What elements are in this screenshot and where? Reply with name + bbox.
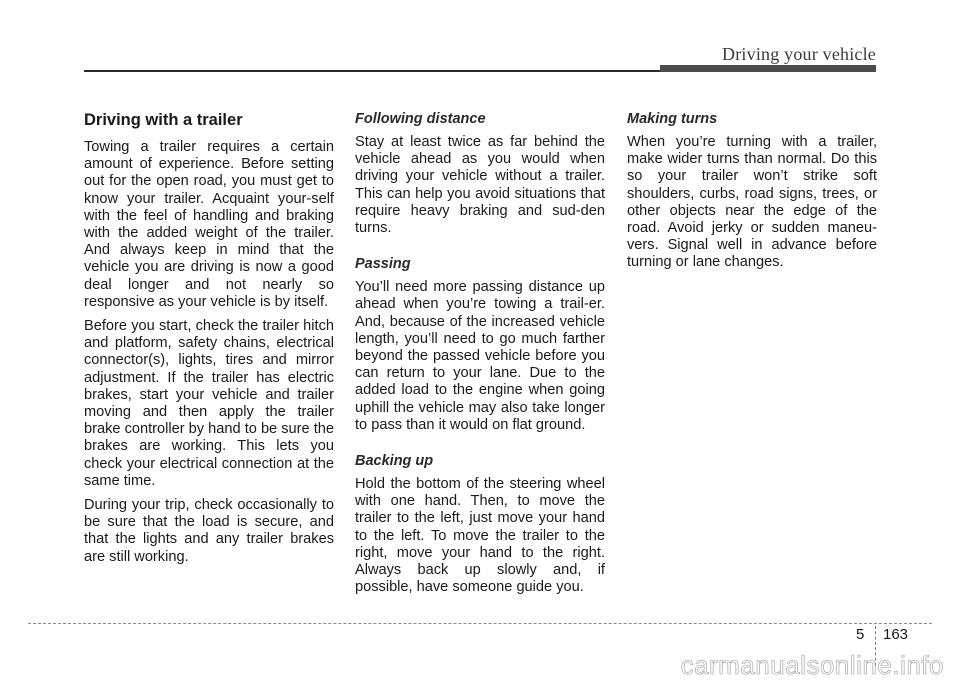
- column-2: [355, 110, 605, 603]
- footer-rule: [28, 623, 932, 624]
- chapter-number: 5: [856, 626, 865, 643]
- watermark: carmanualsonline.info: [680, 650, 944, 680]
- paragraph-during-trip: During your trip, check occasionally to be sure that the load is secure, and that the lights and any trailer brakes are still working.: [84, 497, 334, 565]
- header-accent-bar: [660, 65, 876, 72]
- subheading-following-distance: Following distance: [355, 111, 486, 127]
- subheading-passing: Passing: [355, 256, 411, 273]
- paragraph-passing: You’ll need more passing distance up ahead when you’re towing a trail-er. And, because of the increased vehicle length, you’ll need to go much farther beyond the passed vehicle before you can return to your lane. Due to the added load to the engine when going uphill the vehicle may also take longer to pass than it would on flat ground.: [355, 279, 605, 433]
- column-1: [84, 110, 334, 573]
- paragraph-making-turns: When you’re turning with a trailer, make wider turns than normal. Do this so your trailer won’t strike soft shoulders, curbs, road signs, trees, or other objects near the edge of the road. Avoid jerky or sudden maneu-vers. Signal well in advance before turning or lane changes.: [627, 134, 877, 271]
- paragraph-intro: Towing a trailer requires a certain amount of experience. Before setting out for the open road, you must get to know your trailer. Acquaint your-self with the feel of handling and braking with the added weight of the trailer. And always keep in mind that the vehicle you are driving is now a good deal longer and not nearly so responsive as your vehicle is by itself.: [84, 139, 334, 310]
- subheading-making-turns: Making turns: [627, 111, 718, 127]
- section-heading: Driving with a trailer: [84, 111, 243, 129]
- paragraph-backing-up: Hold the bottom of the steering wheel with one hand. Then, to move the trailer to the left, just move your hand to the left. To move the trailer to the right, move your hand to the right. Always back up slowly and, if possible, have someone guide you.: [355, 476, 605, 596]
- paragraph-following-distance: Stay at least twice as far behind the vehicle ahead as you would when driving your vehicle without a trailer. This can help you avoid situations that require heavy braking and sud-den turns.: [355, 134, 605, 237]
- paragraph-before-start: Before you start, check the trailer hitch and platform, safety chains, electrical connector(s), lights, tires and mirror adjustment. If the trailer has electric brakes, start your vehicle and trailer moving and then apply the trailer brake controller by hand to be sure the brakes are working. This lets you check your electrical connection at the same time.: [84, 318, 334, 489]
- running-header-title: Driving your vehicle: [722, 44, 876, 64]
- page-number: 163: [883, 626, 909, 643]
- column-3: [627, 110, 877, 279]
- header-rule: [84, 70, 660, 72]
- subheading-backing-up: Backing up: [355, 453, 434, 470]
